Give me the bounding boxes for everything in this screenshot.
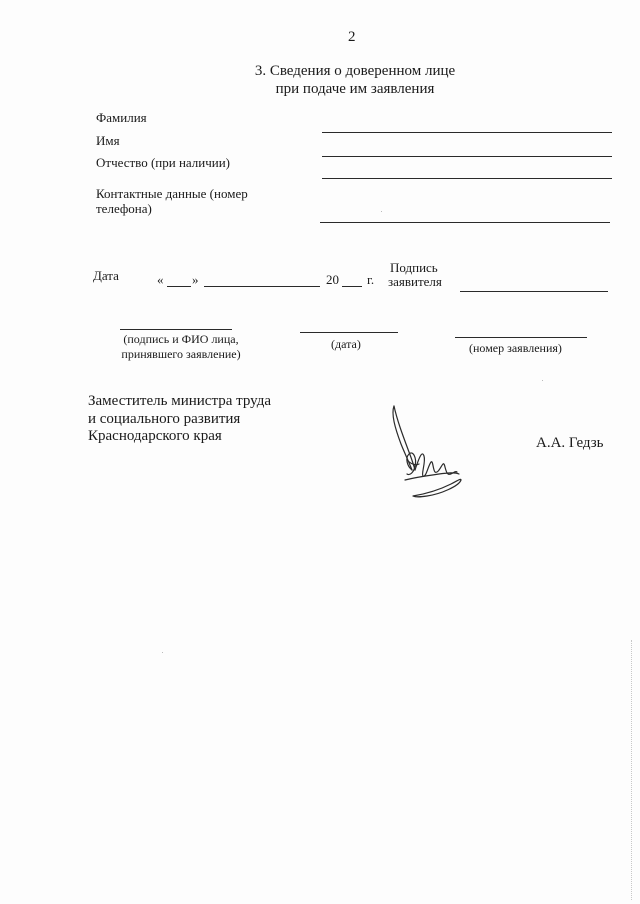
- scan-speck: [162, 652, 163, 653]
- date-day-blank: [167, 286, 191, 287]
- section-heading-line1: 3. Сведения о доверенном лице: [254, 63, 456, 79]
- page-number: 2: [348, 29, 356, 45]
- field-label-patronymic: Отчество (при наличии): [96, 155, 231, 170]
- applicant-signature-label-line1: Подпись: [390, 260, 438, 275]
- acceptance-date-blank: [300, 332, 398, 333]
- application-number-caption: (номер заявления): [469, 341, 562, 355]
- scan-speck: [542, 380, 543, 381]
- official-name: А.А. Гедзь: [536, 435, 604, 451]
- date-year-suffix: г.: [367, 272, 375, 287]
- field-label-contacts-line1: Контактные данные (номер: [96, 186, 248, 201]
- acceptance-date-caption: (дата): [331, 337, 361, 351]
- section-heading-line2: при подаче им заявления: [275, 81, 435, 97]
- official-title-line3: Краснодарского края: [88, 428, 222, 444]
- application-number-blank: [455, 337, 587, 338]
- acceptor-caption-line2: принявшего заявление): [121, 347, 241, 361]
- scan-speck: [381, 211, 382, 212]
- patronymic-blank-line: [322, 178, 612, 179]
- contacts-blank-line: [320, 222, 610, 223]
- date-quote-open: «: [157, 272, 164, 287]
- date-year-blank: [342, 286, 362, 287]
- field-label-surname: Фамилия: [96, 110, 147, 125]
- date-label: Дата: [93, 268, 119, 283]
- official-title-line2: и социального развития: [88, 411, 241, 427]
- applicant-signature-label-line2: заявителя: [388, 274, 442, 289]
- acceptor-signature-blank: [120, 329, 232, 330]
- handwritten-signature: [385, 400, 465, 502]
- field-label-name: Имя: [96, 133, 120, 148]
- scan-edge-artifact: [631, 640, 632, 900]
- name-blank-line: [322, 156, 612, 157]
- applicant-signature-blank: [460, 291, 608, 292]
- date-year-prefix: 20: [326, 272, 339, 287]
- date-quote-close: »: [192, 272, 199, 287]
- official-title-line1: Заместитель министра труда: [88, 393, 271, 409]
- date-month-blank: [204, 286, 320, 287]
- surname-blank-line: [322, 132, 612, 133]
- field-label-contacts-line2: телефона): [96, 201, 152, 216]
- acceptor-caption-line1: (подпись и ФИО лица,: [123, 332, 239, 346]
